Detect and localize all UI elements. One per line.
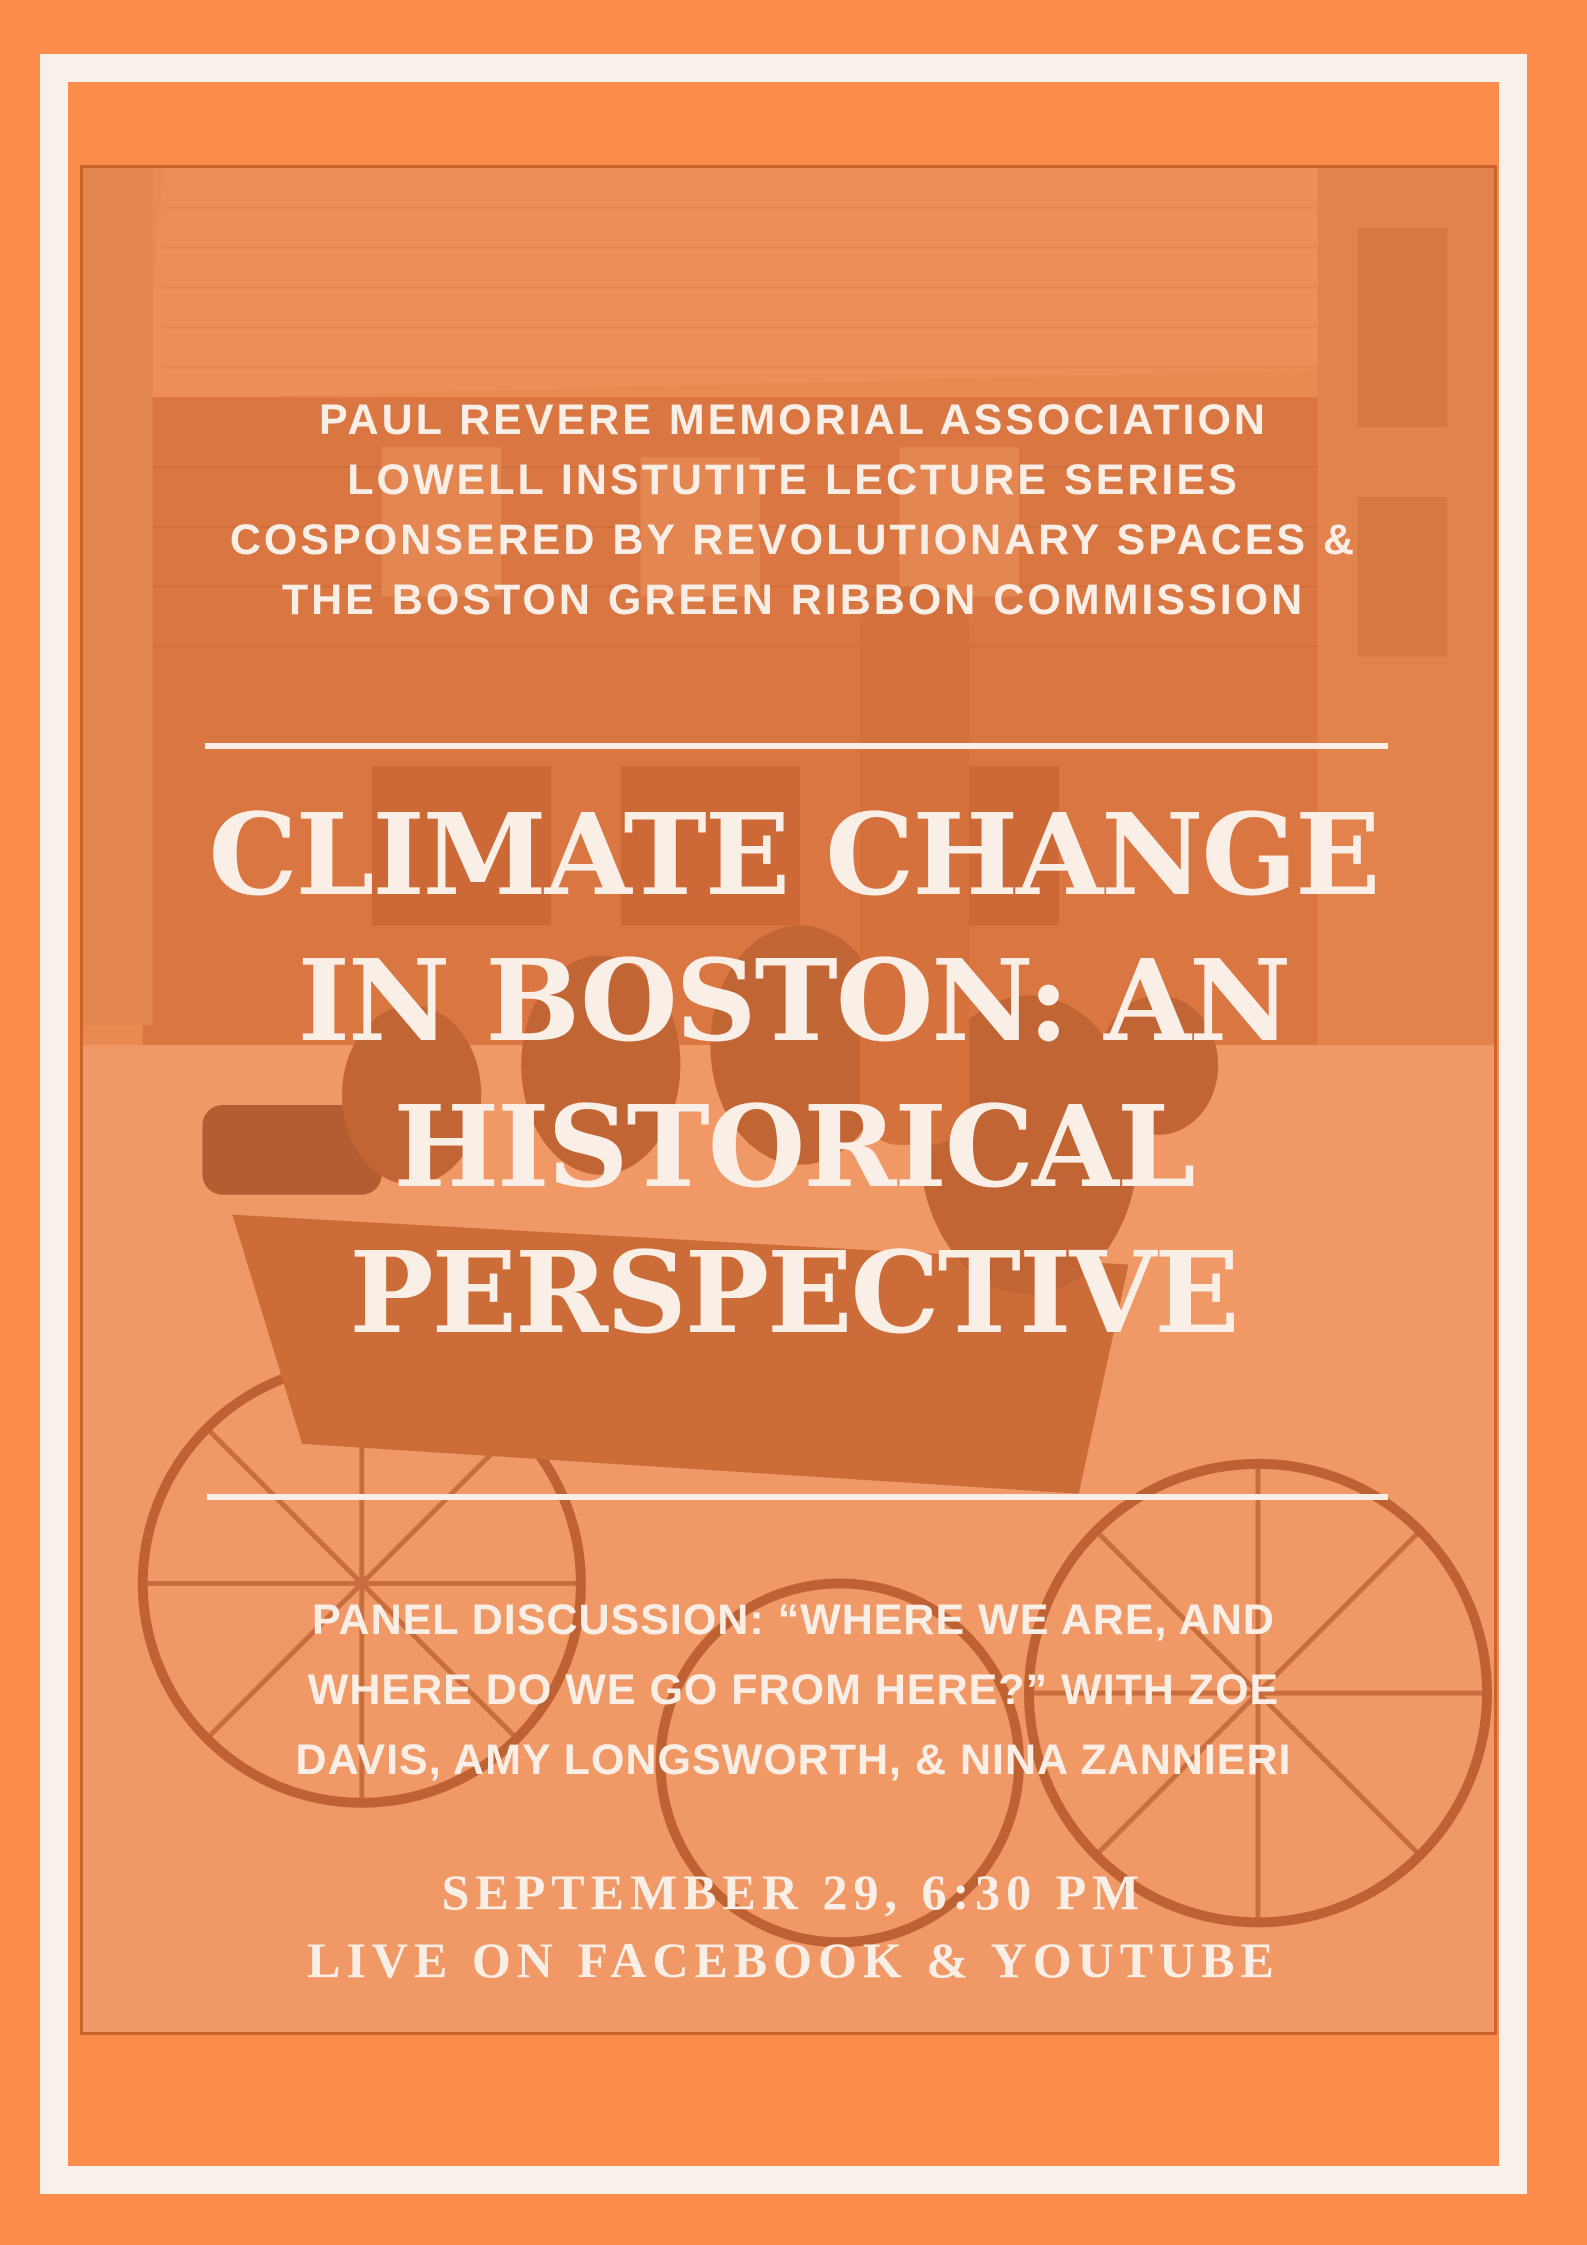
organizer-line-1: PAUL REVERE MEMORIAL ASSOCIATION xyxy=(319,396,1268,444)
panel-line-3: DAVIS, AMY LONGSWORTH, & NINA ZANNIERI xyxy=(295,1736,1292,1784)
panel-line-2: WHERE DO WE GO FROM HERE?” WITH ZOE xyxy=(307,1666,1280,1714)
organizer-line-3: COSPONSERED BY REVOLUTIONARY SPACES & xyxy=(229,516,1358,564)
panel-line-1: PANEL DISCUSSION: “WHERE WE ARE, AND xyxy=(312,1596,1275,1644)
organizer-line-2: LOWELL INSTUTITE LECTURE SERIES xyxy=(347,456,1240,504)
title-line-1: CLIMATE CHANGE xyxy=(208,790,1379,921)
organizer-line-4: THE BOSTON GREEN RIBBON COMMISSION xyxy=(281,576,1306,624)
title-line-4: PERSPECTIVE xyxy=(349,1228,1238,1359)
title-line-2: IN BOSTON: AN xyxy=(297,936,1290,1067)
event-venue: LIVE ON FACEBOOK & YOUTUBE xyxy=(307,1932,1280,1988)
divider-top xyxy=(205,743,1388,749)
divider-bottom xyxy=(207,1494,1388,1500)
title-line-3: HISTORICAL xyxy=(393,1082,1194,1213)
event-date: SEPTEMBER 29, 6:30 PM xyxy=(441,1864,1146,1920)
